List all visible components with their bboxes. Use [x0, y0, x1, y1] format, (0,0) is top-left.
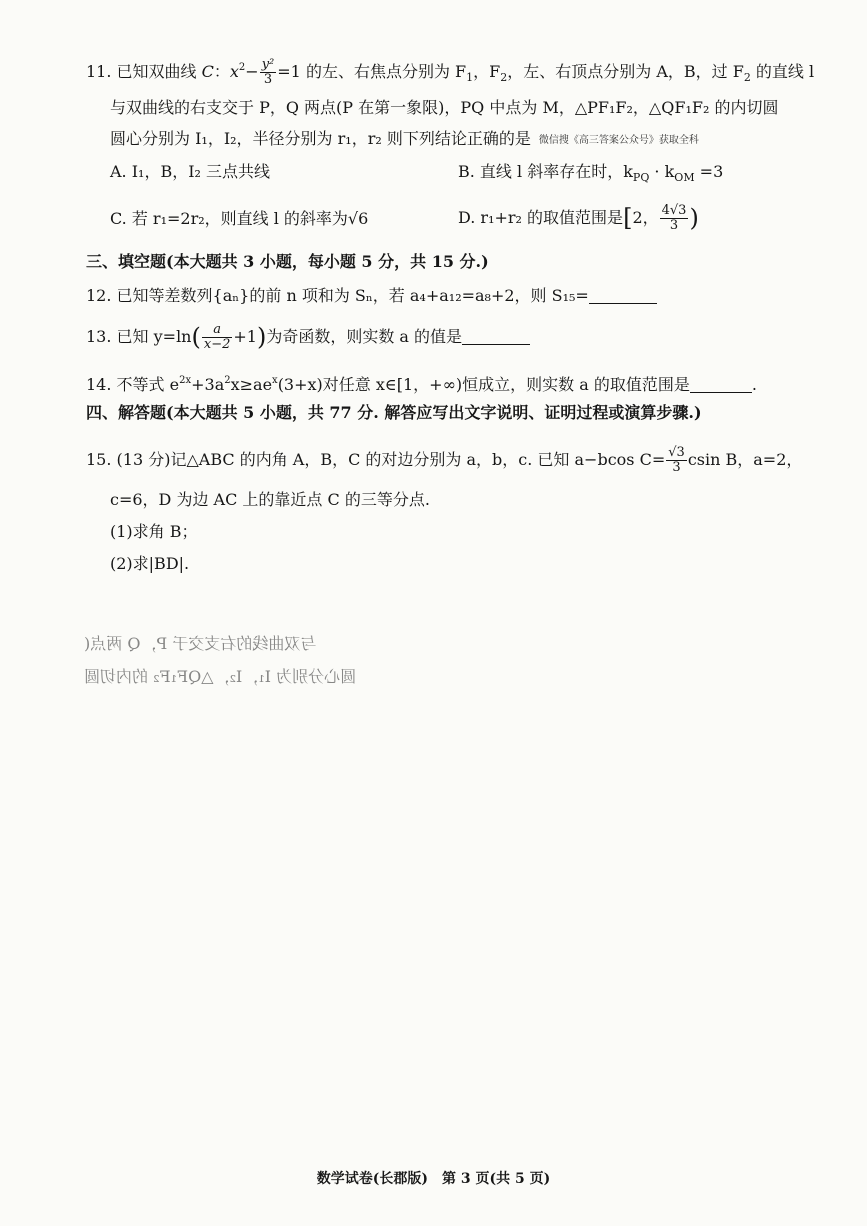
q13: 13. 已知 y=ln( $\frac{a}{x-2}$ +1)为奇函数，则实数 a 的值是 — [86, 323, 530, 352]
q11-d-fraction: $\frac{4√3}{3}$ — [661, 203, 687, 233]
q12-answer-blank — [589, 287, 657, 304]
q13-answer-blank — [462, 328, 530, 345]
section-4-heading: 四、解答题(本大题共 5 小题，共 77 分. 解答应写出文字说明、证明过程或演算步骤.) — [86, 403, 702, 422]
q15-line2: c=6，D 为边 AC 上的靠近点 C 的三等分点. — [110, 490, 430, 509]
q11-option-b: B. 直线 l 斜率存在时，$k_{PQ} \cdot k_{OM} =3$ — [458, 162, 724, 184]
q11-line1: 11. 已知双曲线 C：$x^2-$ $\frac{\text{y²}}{3}$ =1 的左、右焦点分别为 $F_1$，$F_2$，左、右顶点分别为 A，B，过 $F_2$ 的直线 l — [86, 57, 815, 87]
q11-fraction: $\frac{\text{y²}}{3}$ — [261, 57, 275, 87]
q15-part1: (1)求角 B； — [110, 522, 198, 541]
section-3-heading: 三、填空题(本大题共 3 小题，每小题 5 分，共 15 分.) — [86, 252, 489, 271]
q11-option-c: C. 若 r₁=2r₂，则直线 l 的斜率为√6 — [110, 209, 369, 228]
watermark-note: 微信搜《高三答案公众号》获取全科 — [538, 135, 699, 146]
q15-line1: 15. (13 分)记△ABC 的内角 A，B，C 的对边分别为 a，b，c. 已知 a−bcos C= $\frac{√3}{3}$ csin B，a=2， — [86, 445, 803, 475]
page-footer: 数学试卷(长郡版) 第 3 页(共 5 页) — [316, 1171, 551, 1187]
q14: 14. 不等式 $e^{2x}+3a^2x\ge ae^x(3+x)$对任意 x∈[1，+∞)恒成立，则实数 a 的取值范围是 . — [86, 375, 757, 394]
bleed-through-line-1: 与双曲线的右支交于 P，Q 两点( — [84, 634, 317, 653]
q11-option-d: D. r₁+r₂ 的取值范围是[2， $\frac{4√3}{3}$ ) — [458, 203, 699, 233]
bleed-through-line-2: 圆心分别为 I₁，I₂，△QF₁F₂ 的内切圆 — [84, 667, 357, 686]
q11-line3: 圆心分别为 I₁，I₂，半径分别为 r₁，r₂ 则下列结论正确的是 微信搜《高三答案公众号》获取全科 — [110, 129, 699, 148]
q14-answer-blank — [690, 376, 752, 393]
q15-part2: (2)求|BD|. — [110, 554, 190, 573]
q11-line2: 与双曲线的右支交于 P，Q 两点(P 在第一象限)，PQ 中点为 M，△PF₁F₂，△QF₁F₂ 的内切圆 — [110, 98, 779, 117]
q12: 12. 已知等差数列{aₙ}的前 n 项和为 Sₙ，若 a₄+a₁₂=a₈+2，则 S₁₅= — [86, 284, 657, 308]
q13-fraction: $\frac{a}{x-2}$ — [203, 322, 231, 352]
q11-option-a: A. I₁，B，I₂ 三点共线 — [110, 162, 271, 181]
q15-fraction: $\frac{√3}{3}$ — [668, 445, 685, 475]
